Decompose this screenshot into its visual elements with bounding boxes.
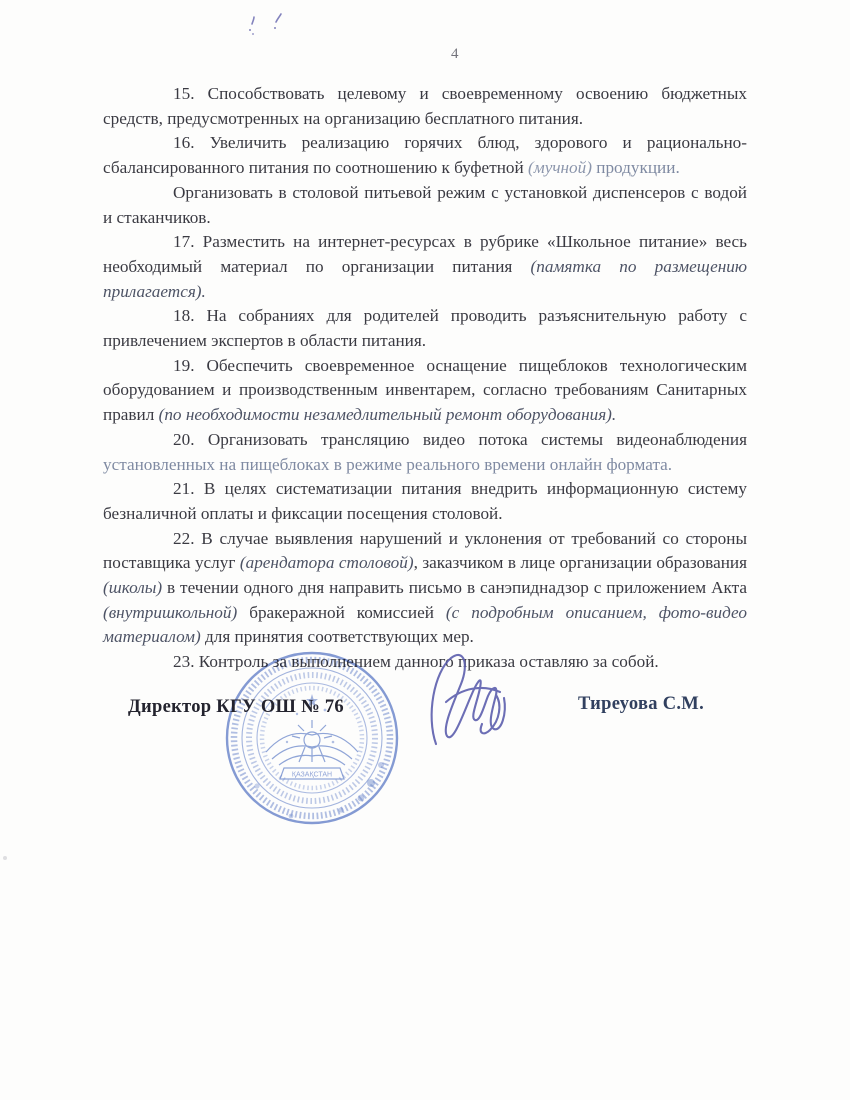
document-text [103,82,747,675]
text-segment: установленных на пищеблоках в режиме реального времени онлайн формата. [103,454,673,474]
text-segment: 20. Организовать трансляцию видео потока системы видеонаблюдения [173,429,747,449]
text-segment: бракеражной комиссией [237,602,446,622]
paragraph [103,181,747,230]
paragraph [103,82,747,131]
text-segment: (арендатора столовой) [239,553,414,573]
text-segment: 15. Способствовать целевому и своевременному освоению бюджетных средств, предусмотренных на организацию бесплатного питания. [103,84,747,128]
text-segment: (мучной) [528,158,592,178]
paragraph [103,304,747,353]
official-stamp-seal [221,650,403,826]
text-segment: 21. В целях систематизации питания внедрить информационную систему безналичной оплаты и фиксации посещения столовой. [103,479,747,523]
text-segment: (по необходимости незамедлительный ремонт оборудования). [158,405,617,425]
paragraph [103,477,747,526]
stamp-banner-text: ҚАЗАҚСТАН [291,771,333,779]
text-segment: Организовать в столовой питьевой режим с установкой диспенсеров с водой и стаканчиков. [103,182,747,227]
ink-mark [246,12,290,42]
text-segment: 16. Увеличить реализацию горячих блюд, здорового и рационально-сбалансированного питания по соотношению к буфетной [103,133,747,178]
scan-speck [3,856,7,860]
text-segment: (памятка по размещению прилагается). [103,256,747,301]
text-segment: для принятия соответствующих мер. [200,627,474,647]
text-segment: 18. На собраниях для родителей проводить разъяснительную работу с привлечением экспертов в области питания. [103,306,747,351]
text-segment: , заказчиком в лице организации образования [413,553,747,573]
paragraph [103,527,747,651]
paragraph [103,428,747,477]
text-segment: (с подробным описанием, фото-видео материалом) [103,602,747,647]
paragraph [103,131,747,180]
paragraph [103,230,747,304]
text-segment: 17. Разместить на интернет-ресурсах в рубрике «Школьное питание» весь необходимый материал по организации питания [103,232,747,276]
text-segment: в течении одного дня направить письмо в санэпиднадзор с приложением Акта [162,578,747,598]
text-segment: продукции. [591,158,680,178]
text-segment: (школы) [103,578,163,598]
signature-title: Директор КГУ ОШ № 76 [128,697,344,717]
signature-name: Тиреуова С.М. [578,694,704,714]
text-segment: 22. В случае выявления нарушений и уклонения от требований со стороны поставщика услуг [103,528,747,573]
page-number: 4 [451,46,460,62]
paragraph [103,354,747,428]
director-signature [420,646,515,756]
text-segment: 19. Обеспечить своевременное оснащение пищеблоков технологическим оборудованием и производственным инвентарем, согласно требованиям Санитарных правил [103,355,747,425]
text-segment: (внутришкольной) [103,602,238,622]
text-segment: 23. Контроль за выполнением данного приказа оставляю за собой. [173,652,659,672]
